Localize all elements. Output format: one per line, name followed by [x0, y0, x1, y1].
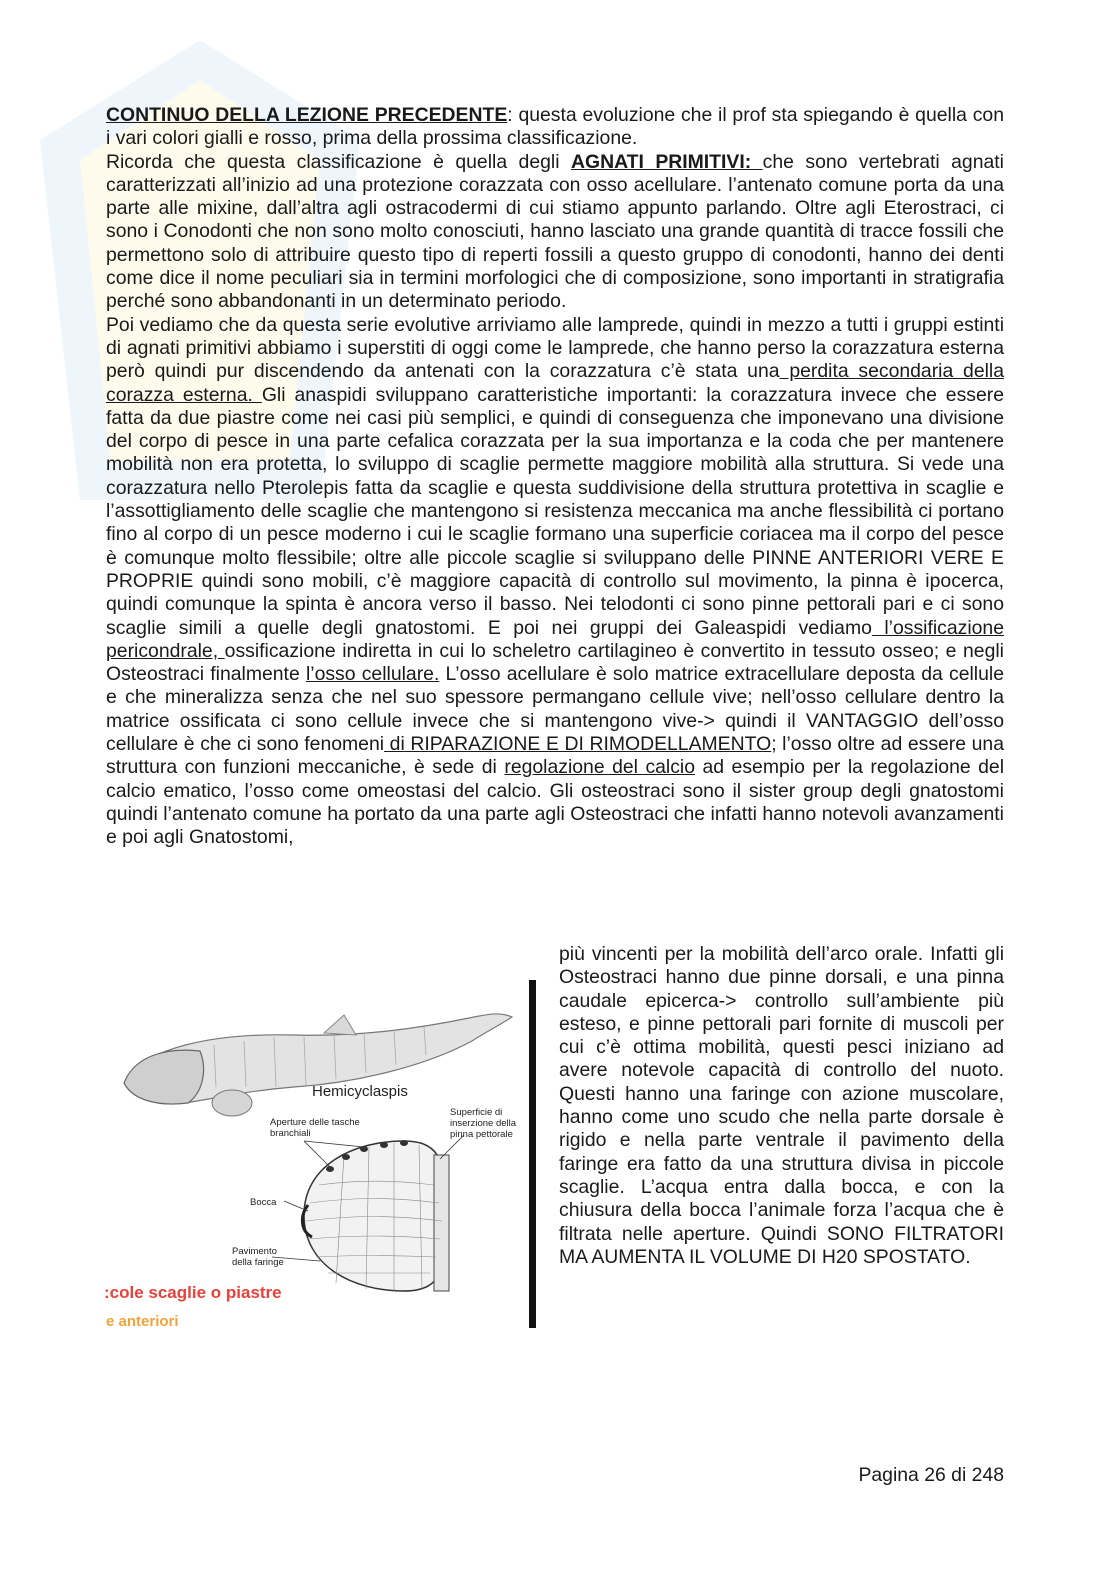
- paragraph-3: Poi vediamo che da questa serie evolutive arriviamo alle lamprede, quindi in mezzo a tutti i gruppi estinti di agnati primitivi abbiamo i superstiti di oggi come le lamprede, che hanno perso la corazzatura esterna però quindi pur discendendo da antenati con la corazzatura c’è stata una perdita secondaria della corazza esterna. Gli anaspidi sviluppano caratteristiche importanti: la corazzatura invece che essere fatta da due piastre come nei casi più semplici, e quindi di conseguenza che imponevano una divisione del corpo di pesce in una parte cefalica corazzata per la sua importanza e la coda che per mantenere mobilità non era protetta, lo sviluppo di scaglie permette maggiore mobilità alla struttura. Si vede una corazzatura nello Pterolepis fatta da scaglie e questa suddivisione della struttura protettiva in scaglie e l’assottigliamento delle scaglie che mantengono si resistenza meccanica ma anche flessibilità ci portano fino al corpo di un pesce moderno i cui le scaglie formano una superficie coriacea ma il corpo del pesce è comunque molto flessibile; oltre alle piccole scaglie si sviluppano delle PINNE ANTERIORI VERE E PROPRIE quindi sono mobili, c’è maggiore capacità di controllo sul movimento, la pinna è ipocerca, quindi comunque la spinta è ancora verso il basso. Nei telodonti ci sono pinne pettorali pari e ci sono scaglie simili a quelle degli gnatostomi. E poi nei gruppi dei Galeaspidi vediamo l’ossificazione pericondrale, ossificazione indiretta in cui lo scheletro cartilagineo è convertito in tessuto osseo; e negli Osteostraci finalmente l’osso cellulare. L’osso acellulare è solo matrice extracellulare deposta da cellule e che mineralizza senza che nel suo spessore permangano cellule vive; nell’osso cellulare dentro la matrice ossificata ci sono cellule invece che si mantengono vive-> quindi il VANTAGGIO dell’osso cellulare è che ci sono fenomeni di RIPARAZIONE E DI RIMODELLAMENTO; l’osso oltre ad essere una struttura con funzioni meccaniche, è sede di regolazione del calcio ad esempio per la regolazione del calcio ematico, l’osso come omeostasi del calcio. Gli osteostraci sono il sister group degli gnatostomi quindi l’antenato comune ha portato da una parte agli Osteostraci che infatti hanno notevoli avanzamenti e poi agli Gnatostomi,: [106, 313, 1005, 849]
- label-superficie: Superficie di inserzione della pinna pettorale: [450, 1107, 517, 1140]
- label-pavimento: Pavimento della faringe: [232, 1246, 284, 1268]
- label-bocca: Bocca: [250, 1197, 277, 1208]
- pectoral-fin: [212, 1090, 252, 1116]
- fish-head: [124, 1050, 204, 1104]
- page-number: Pagina 26 di 248: [858, 1464, 1004, 1486]
- hemicyclaspis-illustration: [104, 975, 524, 1327]
- agnati-heading: AGNATI PRIMITIVI:: [570, 150, 763, 173]
- pectoral-area: [434, 1155, 449, 1291]
- main-text: [106, 104, 1004, 850]
- side-paragraph: più vincenti per la mobilità dell’arco orale. Infatti gli Osteostraci hanno due pinne dorsali, e una pinna caudale epicerca-> controllo sull’ambiente più esteso, e pinne pettorali pari fornite di muscoli per cui c’è ottima mobilità, questi pesci iniziano ad avere notevole capacità di controllo del nuoto. Questi hanno una faringe con azione muscolare, hanno come uno scudo che nella parte dorsale è rigido e nella parte ventrale il pavimento della faringe era fatto da una struttura divisa in piccole scaglie. L’acqua entra dalla bocca, e con la chiusura della bocca l’animale forza l’acqua che è filtrata nelle aperture. Quindi SONO FILTRATORI MA AUMENTA IL VOLUME DI H20 SPOSTATO.: [559, 943, 1004, 1268]
- side-text: [559, 943, 1004, 1269]
- caption-red: :cole scaglie o piastre: [104, 1283, 282, 1302]
- vertical-divider: [529, 980, 536, 1328]
- hemicyclaspis-figure: [104, 975, 524, 1327]
- caption-orange: e anteriori: [106, 1313, 179, 1327]
- label-aperture: Aperture delle tasche branchiali: [270, 1117, 360, 1139]
- dorsal-fin: [324, 1015, 356, 1035]
- ventral-shield: [304, 1141, 444, 1291]
- paragraph-2: Ricorda che questa classificazione è quella degli AGNATI PRIMITIVI: che sono vertebrati agnati caratterizzati all’inizio ad una protezione corazzata con osso acellulare. l’antenato comune porta da una parte alle mixine, dall’altra agli ostracodermi di cui stiamo appunto parlando. Oltre agli Eterostraci, ci sono i Conodonti che non sono molto conosciuti, hanno lasciato una grande quantità di tracce fossili che permettono solo di attribuire questo tipo di reperti fossili a questo gruppo di conodonti, hanno dei denti come dice il nome peculiari sia in termini morfologici che di composizione, sono importanti in stratigrafia perché sono abbandonanti in un determinato periodo.: [106, 150, 1004, 313]
- lesson-heading: CONTINUO DELLA LEZIONE PRECEDENTE: [106, 104, 508, 126]
- figure-title: Hemicyclaspis: [312, 1083, 408, 1100]
- paragraph-1: CONTINUO DELLA LEZIONE PRECEDENTE: questa evoluzione che il prof sta spiegando è quella con i vari colori gialli e rosso, prima della prossima classificazione.: [106, 104, 1004, 150]
